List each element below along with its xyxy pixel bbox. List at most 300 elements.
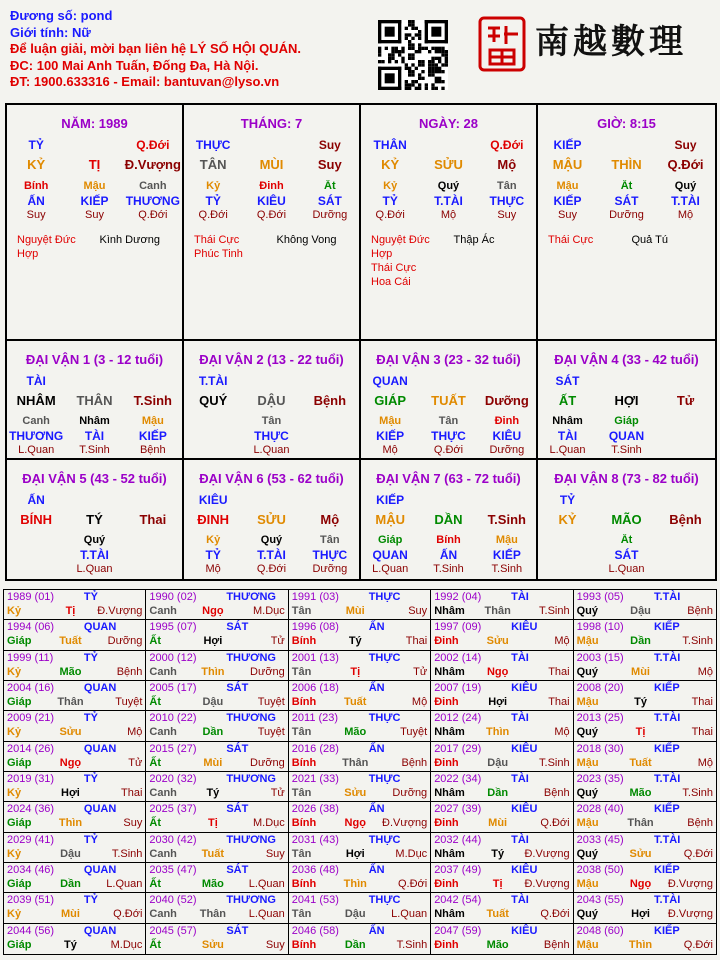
cycle-phase-cell: Dưỡng [489,444,525,456]
cycle-phase-cell [124,563,182,577]
cycle-phase-cell: Q.Đới [256,563,287,575]
cycle-god-row [184,493,359,508]
cycle-god-row [361,374,536,389]
year-header [149,864,284,877]
cycle-phase [361,444,536,458]
year-cell[interactable] [289,893,431,923]
year-header [434,803,569,816]
year-cell[interactable] [4,863,146,893]
year-header [7,743,142,756]
year-phase: M.Dục [253,817,285,830]
year-god: QUAN [83,924,117,937]
year-god: T.TÀI [654,591,681,603]
year-cell[interactable] [431,681,573,711]
year-phase: Đ.Vượng [667,878,713,890]
year-detail [292,816,427,830]
year-cell[interactable] [4,742,146,772]
year-branch: Dần [202,726,224,739]
year-cell[interactable] [431,772,573,802]
year-phase: Tuyệt [257,696,285,708]
year-detail [292,877,427,891]
year-header [292,591,427,604]
year-detail [292,725,427,739]
cycle-hidden-gods-cell: KIẾP [138,429,167,443]
year-phase: Đ.Vượng [524,878,570,890]
year-label: 1993 (05) [576,591,624,603]
cycle-cell [7,460,184,579]
year-stem: Canh [149,908,177,921]
cycle-title: ĐẠI VẬN 2 (13 - 22 tuổi) [199,352,344,367]
cycle-phase-cell: T.Sinh [433,563,464,575]
cycle-god-spacer [478,493,536,508]
year-stem: Tân [291,847,312,860]
year-cell[interactable] [289,711,431,741]
year-cell[interactable] [146,833,288,863]
cycle-hidden-gods-cell [538,548,597,562]
year-cell[interactable] [289,590,431,620]
year-cell[interactable] [574,590,716,620]
year-god: KIÊU [511,621,538,634]
year-cell[interactable] [574,772,716,802]
year-god: SÁT [226,803,249,816]
cycle-god-row [361,493,536,508]
star-good: Hoa Cái [371,276,411,288]
year-header [292,682,427,695]
pillar-stem-branch-cell: Q.Đới [667,157,704,172]
year-label: 2045 (57) [149,924,197,937]
year-cell[interactable] [4,772,146,802]
cycle-hidden-stems [7,534,182,548]
year-branch: Tuất [201,847,225,860]
year-branch: Mùi [345,605,365,617]
year-branch: Dần [630,635,651,648]
year-branch: Tị [65,605,76,617]
year-cell[interactable] [289,924,431,954]
pillar-phase-cell: Q.Đới [138,209,168,221]
pillar-stars [184,233,359,261]
year-stem: Nhâm [434,847,465,860]
year-phase: M.Dục [110,938,143,951]
star-good: Thái Cực [548,234,594,246]
year-stem: Quý [576,847,598,860]
year-detail [292,604,427,618]
year-label: 2029 (41) [7,833,55,846]
year-cell[interactable] [4,924,146,954]
year-header [292,773,427,786]
year-detail [434,756,569,770]
pillar-hidden-stems [7,180,182,194]
year-cell[interactable] [431,802,573,832]
year-god: T.TÀI [654,651,681,664]
year-phase: T.Sinh [682,635,713,648]
year-cell[interactable] [4,681,146,711]
pillar-hidden-gods-cell: TỶ [205,194,221,208]
cycle-god-spacer [242,493,300,508]
year-label: 2017 (29) [434,742,482,755]
cycle-phase [184,563,359,577]
year-branch: Thìn [486,726,510,739]
pillar-cell [361,105,538,339]
year-branch: Dần [344,938,366,951]
year-god: ẤN [368,803,385,816]
year-phase: Tử [128,756,143,769]
cycle-god-spacer [656,374,715,389]
year-detail [149,816,284,830]
cycle-hidden-gods-cell [184,429,242,443]
year-label: 2030 (42) [149,833,197,846]
year-branch: Tị [635,726,646,739]
year-branch: Hợi [203,635,223,648]
year-header [292,743,427,756]
cycle-hidden-gods-cell [656,548,715,562]
year-god: ẤN [368,621,385,634]
year-cell[interactable] [574,924,716,954]
year-stem: Ất [149,696,161,708]
cycle-hidden-stems [538,534,715,548]
pillar-hidden-gods-cell: KIẾP [553,194,582,208]
cycle-phase-cell [7,563,65,577]
year-cell[interactable] [289,863,431,893]
cycle-hidden-gods-cell: THỰC [312,548,348,562]
qr-code-icon[interactable] [378,20,448,90]
year-god: TỶ [83,591,98,603]
cycle-hidden-stems-cell: Mậu [495,534,518,546]
year-header [7,591,142,604]
star-good: Thái Cực [194,234,240,246]
year-phase: Mộ [697,756,713,769]
year-cell[interactable] [431,651,573,681]
cycle-stem-branch-cell: NHÂM [16,393,56,408]
year-detail [149,634,284,648]
year-label: 2022 (34) [434,773,482,785]
cycle-hidden-gods-cell: KIÊU [492,429,522,443]
cycle-hidden-stems-cell: Ất [620,534,633,546]
year-cell[interactable] [431,833,573,863]
pillar-god-cell: Q.Đới [136,138,170,152]
pillar-hidden-stems-cell: Quý [437,180,460,192]
year-phase: Thai [548,665,570,678]
year-cell[interactable] [289,802,431,832]
year-detail [434,816,569,830]
cycle-hidden-stems-cell [656,415,715,429]
year-header [7,712,142,725]
cycle-title: ĐẠI VẬN 4 (33 - 42 tuổi) [554,352,699,367]
year-stem: Mậu [576,938,599,951]
pillar-god-cell: THÂN [373,138,407,152]
cycle-phase [361,563,536,577]
year-god: QUAN [83,803,117,816]
cycle-hidden-stems-cell: Nhâm [79,415,110,427]
year-cell[interactable] [431,893,573,923]
year-stem: Nhâm [434,908,465,921]
pillar-hidden-gods-cell: SÁT [317,194,342,208]
year-cell[interactable] [146,863,288,893]
pillar-title: NGÀY: 28 [419,116,478,131]
year-detail [434,695,569,709]
cycle-phase-cell: L.Quan [253,444,290,456]
year-branch: Tị [350,665,361,678]
pillar-cell [538,105,715,339]
cycle-hidden-gods-cell: T.TÀI [257,548,286,562]
cycle-hidden-gods-cell: SÁT [614,548,639,562]
phone-email: ĐT: 1900.633316 - Email: bantuvan@lyso.vn [10,74,280,89]
year-branch: Thìn [201,665,225,678]
year-cell[interactable] [146,802,288,832]
year-stem: Giáp [7,817,32,830]
year-detail [577,665,713,679]
year-phase: Q.Đới [540,908,570,921]
year-god: ẤN [368,924,385,937]
year-god: TÀI [511,894,529,907]
year-cell[interactable] [574,651,716,681]
pillar-god-cell [65,138,123,154]
year-cell[interactable] [146,924,288,954]
year-header [7,621,142,634]
year-cell[interactable] [574,742,716,772]
year-phase: Bệnh [401,756,428,769]
pillar-god [538,138,715,154]
year-god: THƯƠNG [226,591,276,603]
year-cell[interactable] [146,651,288,681]
cycle-stem-branch-cell: MẬU [375,512,405,527]
year-cell[interactable] [289,833,431,863]
year-detail [149,877,284,891]
year-branch: Ngọ [344,817,366,830]
year-branch: Thìn [628,938,653,951]
pillar-hidden-stems [361,180,536,194]
pillar-cell [184,105,361,339]
year-detail [7,634,142,648]
year-label: 1991 (03) [291,591,339,603]
year-god: QUAN [83,621,117,634]
year-cell[interactable] [4,802,146,832]
year-cell[interactable] [289,620,431,650]
year-cell[interactable] [146,772,288,802]
year-detail [7,725,142,739]
year-branch: Thân [342,756,369,769]
year-cell[interactable] [4,833,146,863]
year-phase: Đ.Vượng [97,605,143,617]
year-cell[interactable] [146,711,288,741]
year-phase: Q.Đới [683,938,713,951]
year-detail [7,816,142,830]
year-detail [149,786,284,800]
pillar-god [361,138,536,154]
year-detail [577,634,713,648]
cycle-stem-branch-cell: GIÁP [374,393,407,408]
cycle-hidden-gods-cell: TỶ [205,548,221,562]
year-header [577,682,713,695]
cycle-stem-branch-cell: Bệnh [669,512,702,527]
year-phase: M.Dục [253,605,285,617]
year-cell[interactable] [431,924,573,954]
year-detail [577,877,713,891]
year-cell[interactable] [4,620,146,650]
pillar-hidden-gods [538,194,715,208]
cycle-cell [7,341,184,460]
red-seal-icon [478,16,526,72]
year-header [577,712,713,725]
cycle-god-row [7,493,182,508]
cycle-hidden-stems-cell: Giáp [377,534,403,546]
year-cell[interactable] [4,711,146,741]
year-detail [292,634,427,648]
year-god: ẤN [368,682,385,694]
star-good: Nguyệt Đức Hợp [371,234,430,260]
year-god: THỰC [368,651,401,664]
year-label: 1989 (01) [7,591,55,603]
cycle-phase-cell: Dưỡng [312,563,348,575]
year-cell[interactable] [574,681,716,711]
cycle-hidden-stems-cell: Mậu [379,415,402,427]
cycle-hidden-gods [184,548,359,562]
cycle-god-row [538,374,715,389]
year-god: KIÊU [511,742,538,755]
year-branch: Sửu [629,847,652,860]
pillar-hidden-stems [538,180,715,194]
year-god: TỶ [83,712,98,725]
year-detail [7,907,142,921]
year-cell[interactable] [4,893,146,923]
year-detail [149,604,284,618]
year-phase: Q.Đới [397,878,428,890]
cycle-phase [184,444,359,458]
year-header [292,652,427,665]
year-cell[interactable] [146,681,288,711]
cycle-phase [7,563,182,577]
year-branch: Mùi [488,817,508,830]
year-branch: Mão [629,787,652,799]
cycle-stem-branch [538,393,715,411]
year-cell[interactable] [289,651,431,681]
year-cell[interactable] [4,590,146,620]
star-other: Thập Ác [453,234,495,246]
year-phase: T.Sinh [111,847,143,860]
year-label: 2006 (18) [291,682,339,694]
pillar-stem-branch-cell: MÙI [259,157,284,172]
year-header [7,652,142,665]
cycle-hidden-stems [361,534,536,548]
pillar-god-cell [242,138,300,154]
year-header [7,894,142,907]
year-god: KIẾP [654,864,680,876]
cycle-stem-branch [361,393,536,411]
contact-invite: Để luận giải, mời bạn liên hệ LÝ SỐ HỘI QUÁN. [10,41,301,56]
year-god: KIẾP [654,742,680,755]
year-cell[interactable] [146,742,288,772]
year-phase: Đ.Vượng [667,908,713,921]
star-good: Thái Cực [371,262,417,274]
year-cell[interactable] [4,651,146,681]
cycle-phase-cell: Q.Đới [433,444,464,456]
year-detail [149,665,284,679]
year-phase: Mộ [554,635,570,648]
year-label: 1995 (07) [149,621,197,634]
year-phase: Thai [120,787,143,799]
pillar-hidden-gods-cell: KIÊU [257,194,286,208]
year-detail [434,665,569,679]
year-cell[interactable] [289,772,431,802]
cycle-stem-branch-cell: Bệnh [313,393,347,408]
cycle-god: TỶ [559,493,576,507]
year-label: 2008 (20) [576,682,624,694]
year-header [577,864,713,877]
year-cell[interactable] [431,711,573,741]
year-cell[interactable] [289,681,431,711]
year-stem: Nhâm [434,605,465,617]
year-cell[interactable] [146,620,288,650]
year-phase: Dưỡng [250,756,285,769]
cycle-hidden-stems-cell: Tân [320,534,340,546]
year-cell[interactable] [574,802,716,832]
year-label: 2011 (23) [291,712,339,725]
cycle-stem-branch [184,393,359,411]
cycle-cell [184,460,361,579]
year-cell[interactable] [574,893,716,923]
year-detail [149,847,284,861]
year-cell[interactable] [574,833,716,863]
year-header [434,621,569,634]
year-stem: Kỷ [7,605,22,617]
cycle-hidden-gods-cell: THỰC [254,429,289,443]
year-label: 2012 (24) [434,712,482,725]
cycle-stem-branch-cell: Dưỡng [484,393,529,408]
year-cell[interactable] [431,620,573,650]
year-label: 2009 (21) [7,712,55,725]
year-branch: Sửu [59,726,82,739]
year-label: 2002 (14) [434,651,482,664]
year-cell[interactable] [146,893,288,923]
year-phase: L.Quan [106,878,143,890]
pillar-god-cell [597,138,656,154]
year-header [7,803,142,816]
year-stem: Mậu [576,817,599,830]
cycle-phase-cell [656,563,715,577]
year-phase: T.Sinh [539,756,570,769]
year-cell[interactable] [431,863,573,893]
cycle-phase-cell [184,444,242,458]
cycle-hidden-stems-cell [538,534,597,548]
year-god: TÀI [511,591,529,603]
year-stem: Kỷ [7,847,22,860]
year-god: T.TÀI [654,833,681,846]
pillar-stem-branch-cell: KỶ [381,157,400,172]
year-stem: Đinh [434,938,459,951]
cycle-hidden-gods [538,429,715,443]
cycle-god: TÀI [26,374,46,388]
year-header [434,652,569,665]
star-other: Quả Tú [631,234,668,246]
year-stem: Mậu [576,756,599,769]
year-detail [577,695,713,709]
year-cell[interactable] [574,711,716,741]
year-phase: Q.Đới [113,908,143,921]
year-cell[interactable] [431,742,573,772]
cycle-god-spacer [65,374,123,389]
year-phase: Tuyệt [115,696,143,708]
pillar-stem-branch [184,157,359,175]
cycle-god: T.TÀI [198,374,228,388]
year-cell[interactable] [574,620,716,650]
year-cell[interactable] [289,742,431,772]
year-detail [434,847,569,861]
year-cell[interactable] [431,590,573,620]
year-detail [292,665,427,679]
cycle-god-row [538,493,715,508]
year-cell[interactable] [574,863,716,893]
year-branch: Mùi [631,665,650,678]
year-cell[interactable] [146,590,288,620]
